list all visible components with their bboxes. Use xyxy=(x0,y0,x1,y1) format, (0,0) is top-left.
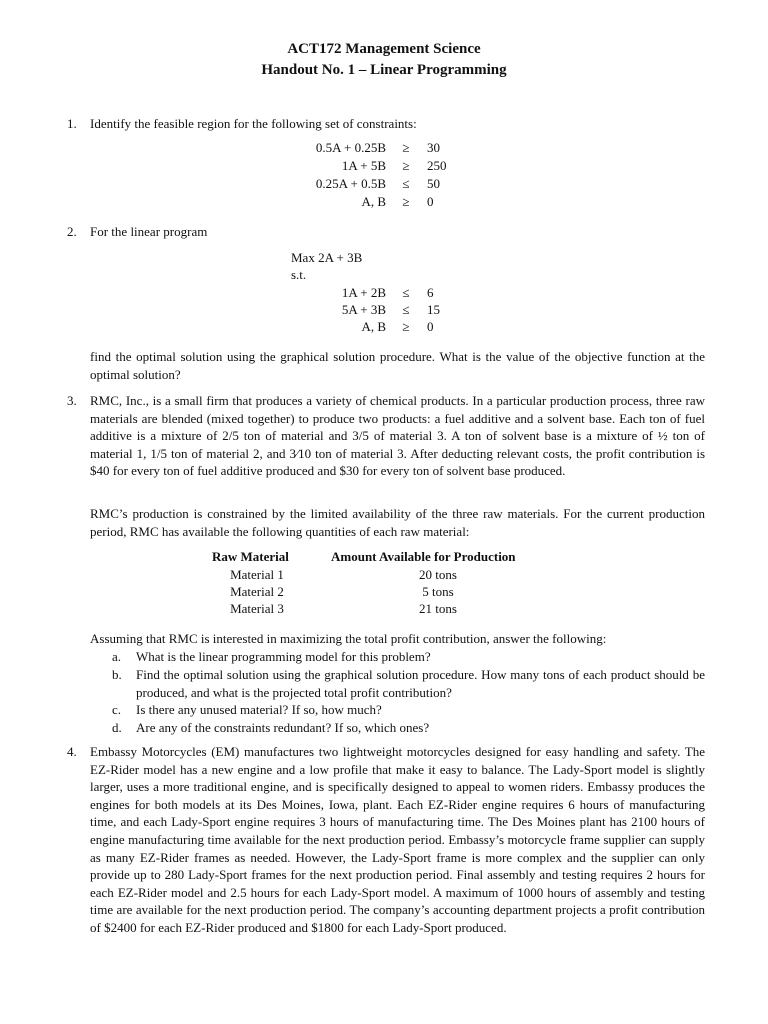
question-1-text: Identify the feasible region for the following set of constraints: xyxy=(90,116,417,131)
table-header-raw-material: Raw Material xyxy=(212,549,289,564)
table-cell-amount: 21 tons xyxy=(419,601,457,616)
table-cell-amount: 20 tons xyxy=(419,567,457,582)
constraint-rhs: 30 xyxy=(427,140,440,155)
constraint-operator: ≤ xyxy=(402,285,410,300)
constraint-operator: ≥ xyxy=(402,140,410,155)
question-1-number: 1. xyxy=(67,116,77,131)
question-4-number: 4. xyxy=(67,744,77,759)
question-3-number: 3. xyxy=(67,393,77,408)
constraint-rhs: 15 xyxy=(427,302,440,317)
part-d-text: Are any of the constraints redundant? If so, which ones? xyxy=(136,720,430,735)
constraint-rhs: 250 xyxy=(427,158,447,173)
constraint-lhs: 1A + 2B xyxy=(341,285,386,300)
part-b-text: Find the optimal solution using the graphical solution procedure. How many tons of each product should be produced, and what is the projected total profit contribution? xyxy=(136,667,705,700)
part-a-text: What is the linear programming model for this problem? xyxy=(136,649,431,664)
constraint-rhs: 0 xyxy=(427,194,434,209)
constraint-lhs: 1A + 5B xyxy=(341,158,386,173)
constraint-rhs: 0 xyxy=(427,319,434,334)
handout-title: Handout No. 1 – Linear Programming xyxy=(261,62,507,78)
table-cell-material: Material 1 xyxy=(230,567,284,582)
part-c-label: c. xyxy=(112,702,122,717)
course-title: ACT172 Management Science xyxy=(287,41,481,57)
part-c-text: Is there any unused material? If so, how much? xyxy=(136,702,382,717)
subject-to-label: s.t. xyxy=(291,267,307,282)
constraint-lhs: 5A + 3B xyxy=(341,302,386,317)
constraint-operator: ≥ xyxy=(402,158,410,173)
question-3-intro: RMC, Inc., is a small firm that produces a variety of chemical products. In a particular production process, three raw materials are blended (mixed together) to produce two products: a fuel additive and a solvent base. Each ton of fuel additive is a mixture of 2/5 ton of material and 3/5 of material 3. A ton of solvent base is a mixture of ½ ton of material 1, 1/5 ton of material 2, and 3⁄10 ton of material 3. After deducting relevant costs, the profit contribution is $40 for every ton of fuel additive produced and $30 for every ton of solvent base produced. xyxy=(90,393,705,479)
question-3-paragraph-2: RMC’s production is constrained by the limited availability of the three raw materials. For the current production period, RMC has available the following quantities of each raw material: xyxy=(90,506,705,539)
question-3-assumption: Assuming that RMC is interested in maximizing the total profit contribution, answer the following: xyxy=(90,631,607,646)
part-d-label: d. xyxy=(112,720,122,735)
table-cell-material: Material 2 xyxy=(230,584,284,599)
constraint-operator: ≥ xyxy=(402,319,410,334)
table-cell-amount: 5 tons xyxy=(422,584,454,599)
table-header-amount: Amount Available for Production xyxy=(331,549,516,564)
constraint-operator: ≤ xyxy=(402,302,410,317)
constraint-rhs: 50 xyxy=(427,176,440,191)
constraint-lhs: 0.25A + 0.5B xyxy=(315,176,386,191)
question-4-text: Embassy Motorcycles (EM) manufactures two lightweight motorcycles designed for easy handling and safety. The EZ-Rider model has a new engine and a low profile that make it easy to balance. The Lady-Sport model is slightly larger, uses a more traditional engine, and is specifically designed to appeal to women riders. Embassy produces the engines for both models at its Des Moines, Iowa, plant. Each EZ-Rider engine requires 6 hours of manufacturing time, and each Lady-Sport engine requires 3 hours of manufacturing time. The Des Moines plant has 2100 hours of engine manufacturing time available for the next production period. Embassy’s motorcycle frame supplier can supply as many EZ-Rider frames as needed. However, the Lady-Sport frame is more complex and the supplier can only provide up to 280 Lady-Sport frames for the next production period. Final assembly and testing requires 2 hours for each EZ-Rider model and 2.5 hours for each Lady-Sport model. A maximum of 1000 hours of assembly and testing time are available for the next production period. The company’s accounting department projects a profit contribution of $2400 for each EZ-Rider produced and $1800 for each Lady-Sport produced. xyxy=(90,744,705,935)
question-2-text: For the linear program xyxy=(90,224,208,239)
objective-function: Max 2A + 3B xyxy=(291,250,363,265)
part-b-label: b. xyxy=(112,667,122,682)
constraint-lhs: A, B xyxy=(361,319,386,334)
table-cell-material: Material 3 xyxy=(230,601,284,616)
constraint-rhs: 6 xyxy=(427,285,434,300)
question-2-number: 2. xyxy=(67,224,77,239)
part-a-label: a. xyxy=(112,649,122,664)
constraint-lhs: A, B xyxy=(361,194,386,209)
constraint-operator: ≤ xyxy=(402,176,410,191)
constraint-operator: ≥ xyxy=(402,194,410,209)
constraint-lhs: 0.5A + 0.25B xyxy=(315,140,386,155)
question-2-followup: find the optimal solution using the graphical solution procedure. What is the value of the objective function at the optimal solution? xyxy=(90,349,705,382)
